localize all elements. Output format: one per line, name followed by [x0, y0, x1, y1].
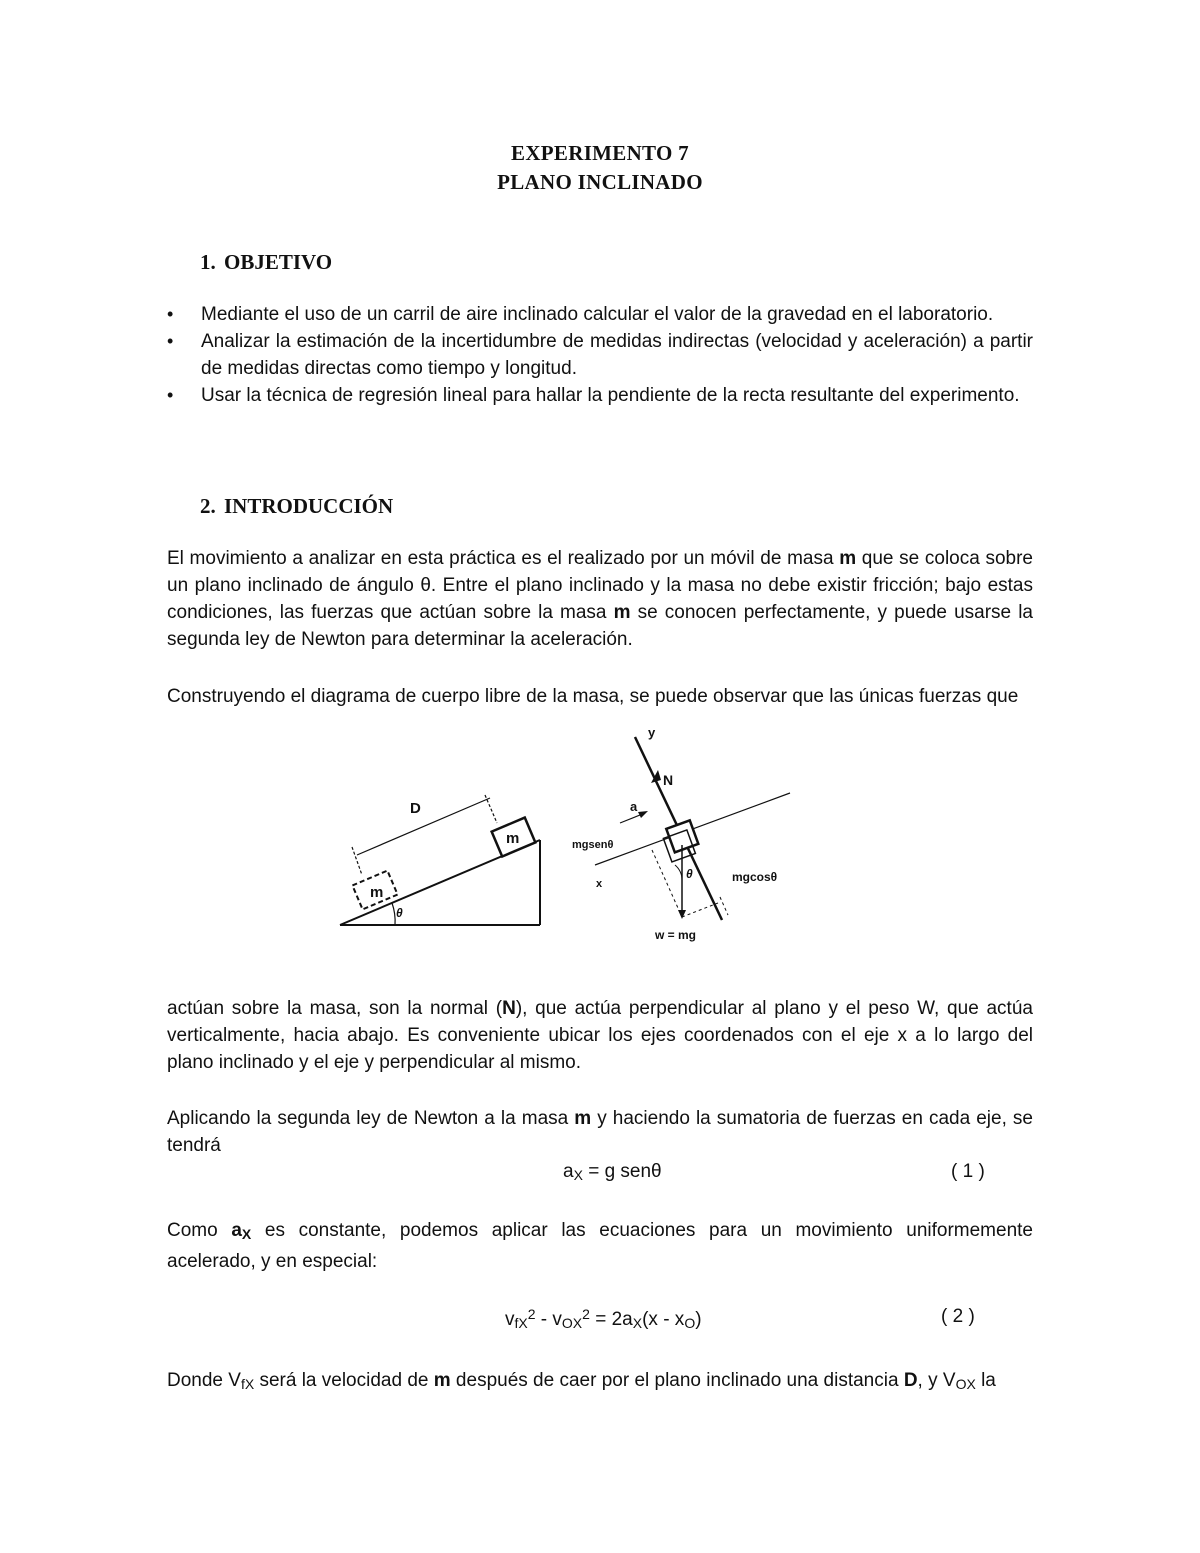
section-number: 2.	[200, 494, 216, 518]
section-title: INTRODUCCIÓN	[224, 494, 394, 518]
force-diagram	[572, 725, 790, 942]
equation-1-number: ( 1 )	[951, 1161, 985, 1182]
list-item	[167, 382, 1033, 409]
intro-paragraph-1: El movimiento a analizar en esta práctica es el realizado por un móvil de masa m que se coloca sobre un plano inclinado de ángulo θ. Entre el plano inclinado y la masa no debe existir fricción; bajo estas condiciones, las fuerzas que actúan sobre la masa m se conocen perfectamente, y puede usarse la segunda ley de Newton para determinar la aceleración.	[167, 548, 1033, 650]
section-number: 1.	[200, 250, 216, 274]
perpendicular-weight-label: mgcosθ	[732, 870, 778, 884]
mass-label: m	[506, 830, 520, 847]
section-title: OBJETIVO	[224, 250, 333, 274]
section-heading-objetivo	[200, 250, 332, 275]
list-item-text: Usar la técnica de regresión lineal para hallar la pendiente de la recta resultante del experimento.	[201, 385, 1020, 406]
free-body-diagram	[330, 725, 800, 950]
acceleration-label: a	[630, 799, 638, 814]
section-heading-introduccion	[200, 494, 393, 519]
bullet-icon: •	[167, 331, 174, 351]
weight-label: w = mg	[655, 928, 697, 942]
equation-2: $v_{fX}^2 - v_{OX}^2 = 2a_X(x - x_O)$	[505, 1306, 702, 1331]
parallel-weight-label: mgsenθ	[572, 839, 614, 851]
distance-label: D	[410, 800, 421, 817]
list-item-text: Analizar la estimación de la incertidumbre de medidas indirectas (velocidad y aceleración) a partir de medidas directas como tiempo y longitud.	[201, 331, 1033, 379]
intro-paragraph-3: actúan sobre la masa, son la normal (N), que actúa perpendicular al plano y el peso W, que actúa verticalmente, hacia abajo. Es conveniente ubicar los ejes coordenados con el eje x a lo largo del plano inclinado y el eje y perpendicular al mismo.	[167, 998, 1033, 1073]
experiment-subtitle: PLANO INCLINADO	[497, 170, 703, 194]
intro-paragraph-4: Aplicando la segunda ley de Newton a la masa m y haciendo la sumatoria de fuerzas en cada eje, se tendrá	[167, 1108, 1033, 1156]
equation-2-number: ( 2 )	[941, 1306, 975, 1327]
bullet-icon: •	[167, 385, 174, 405]
equation-1: $a_X = g$ senθ	[563, 1161, 662, 1183]
normal-force-label: N	[663, 772, 674, 788]
intro-paragraph-5: Como $a_X$ es constante, podemos aplicar las ecuaciones para un movimiento uniformemente acelerado, y en especial:	[167, 1220, 1033, 1272]
list-item-text: Mediante el uso de un carril de aire inclinado calcular el valor de la gravedad en el laboratorio.	[201, 304, 994, 325]
theta-label: θ	[686, 867, 693, 881]
angle-label: θ	[396, 906, 403, 920]
inclined-plane-figure	[340, 795, 540, 925]
intro-paragraph-2: Construyendo el diagrama de cuerpo libre de la masa, se puede observar que las únicas fuerzas que	[167, 686, 1019, 707]
experiment-title: EXPERIMENTO 7	[511, 141, 689, 165]
intro-paragraph-6: Donde $V_{fX}$ será la velocidad de m después de caer por el plano inclinado una distancia D, y $V_{OX}$ la	[167, 1370, 996, 1392]
objectives-list	[167, 301, 1033, 409]
x-axis-label: x	[596, 878, 603, 890]
bullet-icon: •	[167, 304, 174, 324]
list-item	[167, 301, 1033, 328]
list-item	[167, 328, 1033, 382]
mass-label-initial: m	[370, 884, 384, 901]
y-axis-label: y	[648, 725, 656, 740]
